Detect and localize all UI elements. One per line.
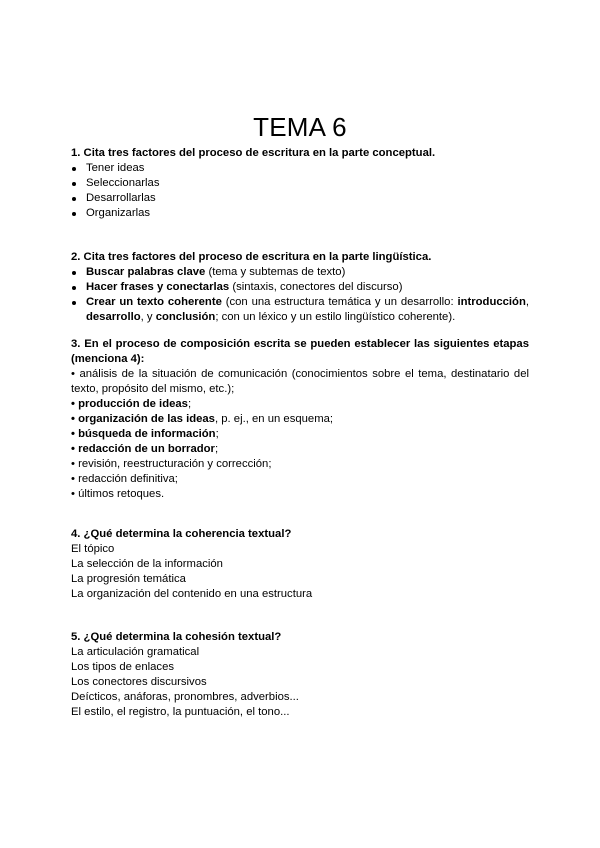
answer-line: Deícticos, anáforas, pronombres, adverbios... — [71, 691, 299, 703]
list-item: Tener ideas — [71, 161, 529, 176]
question-2-list — [71, 265, 529, 325]
question-2 — [71, 250, 529, 325]
item-text: , y — [140, 311, 156, 323]
list-item: Seleccionarlas — [71, 176, 529, 191]
stage-line — [71, 397, 529, 412]
question-1 — [71, 146, 529, 221]
item-text: ; con un léxico y un estilo lingüístico coherente). — [215, 311, 456, 323]
answer-line: El estilo, el registro, la puntuación, el tono... — [71, 706, 290, 718]
question-4-heading: 4. ¿Qué determina la coherencia textual? — [71, 528, 292, 540]
item-text: , — [525, 296, 529, 308]
answer-line: La articulación gramatical — [71, 646, 200, 658]
question-4 — [71, 527, 529, 602]
item-text: (sintaxis, conectores del discurso) — [229, 281, 403, 293]
item-text: (con una estructura temática y un desarrollo: — [221, 296, 458, 308]
answer-line: Los tipos de enlaces — [71, 661, 174, 673]
stage-line: • redacción definitiva; — [71, 473, 178, 485]
list-item — [71, 265, 529, 280]
list-item — [71, 295, 529, 325]
question-2-heading: 2. Cita tres factores del proceso de escritura en la parte lingüística. — [71, 251, 432, 263]
question-5 — [71, 630, 529, 720]
answer-line: La selección de la información — [71, 558, 223, 570]
list-item — [71, 280, 529, 295]
item-bold: Hacer frases y conectarlas — [86, 281, 230, 293]
answer-line: La progresión temática — [71, 573, 186, 585]
item-bold: conclusión — [155, 311, 216, 323]
stage-text: ; — [187, 398, 192, 410]
question-3-heading: 3. En el proceso de composición escrita se pueden establecer las siguientes etapas (menciona 4): — [71, 338, 529, 365]
stage-text: ; — [214, 443, 219, 455]
stage-text: , p. ej., en un esquema; — [214, 413, 334, 425]
list-item: Organizarlas — [71, 206, 529, 221]
page-title: TEMA 6 — [253, 112, 347, 142]
stage-line — [71, 412, 529, 427]
item-bold: desarrollo — [86, 311, 141, 323]
answer-line: El tópico — [71, 543, 115, 555]
question-3 — [71, 337, 529, 502]
question-1-heading: 1. Cita tres factores del proceso de escritura en la parte conceptual. — [71, 147, 436, 159]
item-bold: introducción — [457, 296, 526, 308]
question-1-list — [71, 161, 529, 221]
item-text: (tema y subtemas de texto) — [205, 266, 346, 278]
stage-line: • últimos retoques. — [71, 488, 165, 500]
stage-line — [71, 442, 529, 457]
stage-bold: • redacción de un borrador — [71, 443, 215, 455]
stage-line — [71, 427, 529, 442]
stage-line: • análisis de la situación de comunicación (conocimientos sobre el tema, destinatario del texto, propósito del mismo, etc.); — [71, 368, 529, 395]
answer-line: Los conectores discursivos — [71, 676, 207, 688]
stage-line: • revisión, reestructuración y corrección; — [71, 458, 272, 470]
stage-bold: • producción de ideas — [71, 398, 188, 410]
stage-bold: • organización de las ideas — [71, 413, 215, 425]
answer-line: La organización del contenido en una estructura — [71, 588, 313, 600]
stage-bold: • búsqueda de información — [71, 428, 216, 440]
question-5-heading: 5. ¿Qué determina la cohesión textual? — [71, 631, 282, 643]
item-bold: Buscar palabras clave — [86, 266, 206, 278]
item-bold: Crear un texto coherente — [86, 296, 222, 308]
stage-text: ; — [215, 428, 219, 440]
list-item: Desarrollarlas — [71, 191, 529, 206]
